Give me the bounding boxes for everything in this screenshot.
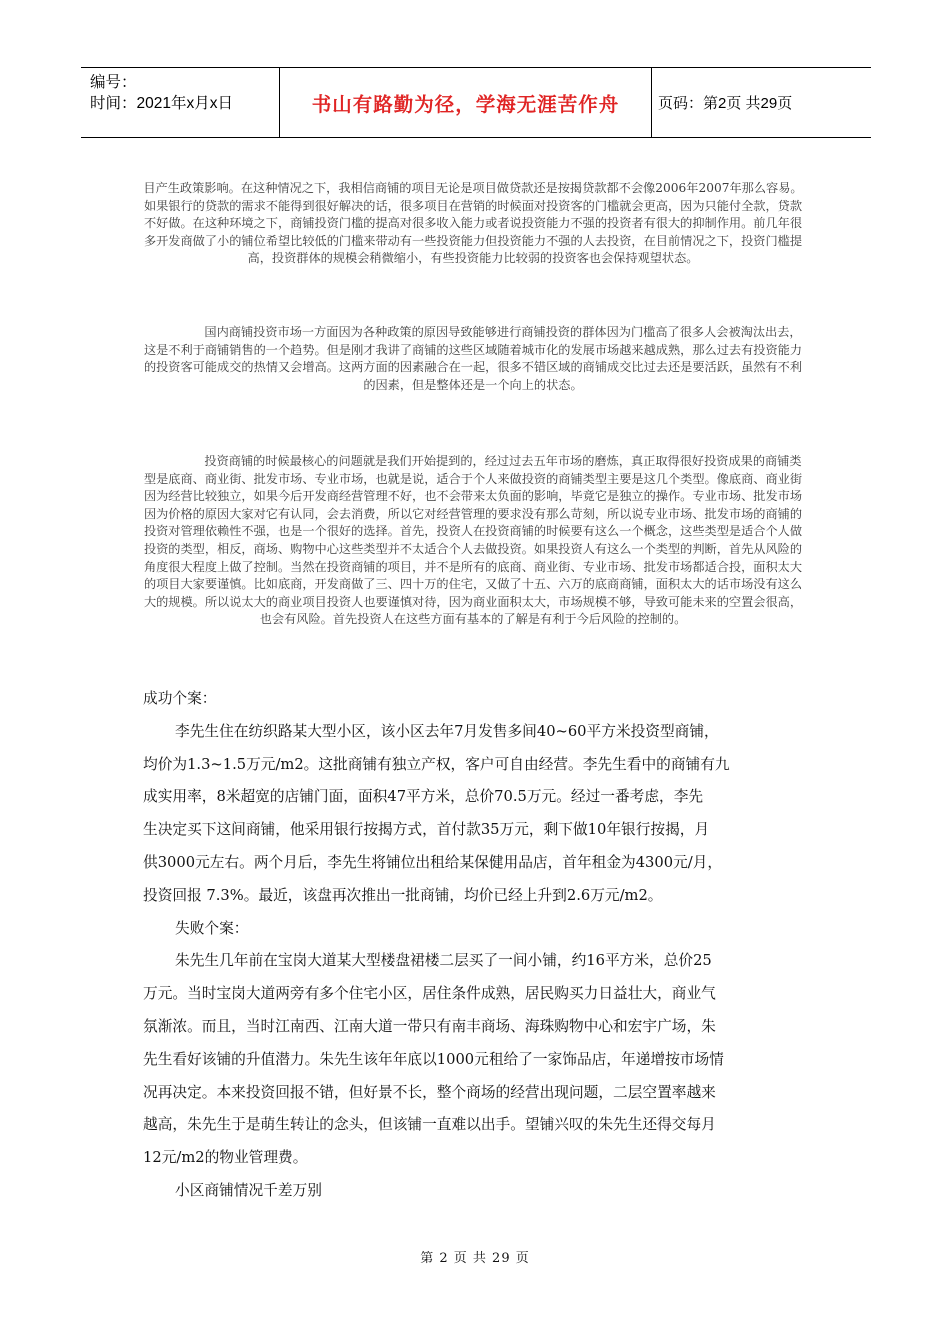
body-line: 氛渐浓。而且，当时江南西、江南大道一带只有南丰商场、海珠购物中心和宏宇广场，朱 [143, 1017, 716, 1035]
body-line: 朱先生几年前在宝岗大道某大型楼盘裙楼二层买了一间小铺，约16平方米，总价25 [175, 952, 712, 970]
gray-paragraph-3 [143, 453, 803, 629]
doc-time-label: 时间：2021年x月x日 [90, 95, 233, 112]
body-line: 均价为1.3~1.5万元/m2。这批商铺有独立产权，客户可自由经营。李先生看中的商铺有九 [143, 755, 730, 773]
body-line: 12元/m2的物业管理费。 [143, 1149, 308, 1167]
paragraph-text: 投资商铺的时候最核心的问题就是我们开始提到的，经过过去五年市场的磨炼，真正取得很好投资成果的商铺类型是底商、商业街、批发市场、专业市场，也就是说，适合于个人来做投资的商铺类型主要是这几个类型。像底商、商业街因为经营比较独立，如果今后开发商经营管理不好，也不会带来太负面的影响，毕竟它是独立的操作。专业市场、批发市场因为价格的原因大家对它有认同，会去消费，所以它对经营管理的要求没有那么苛刻，所以说专业市场、批发市场的商铺的投资对管理依赖性不强，也是一个很好的选择。首先，投资人在投资商铺的时候要有这么一个概念，这些类型是适合个人做投资的类型，相反，商场、购物中心这些类型并不太适合个人去做投资。如果投资人有这么一个类型的判断，首先从风险的角度很大程度上做了控制。当然在投资商铺的项目，并不是所有的底商、商业街、专业市场、批发市场都适合投，面积太大的项目大家要谨慎。比如底商，开发商做了三、四十万的住宅，又做了十五、六万的底商商铺，面积太大的话市场没有这么大的规模。所以说太大的商业项目投资人也要谨慎对待，因为商业面积太大，市场规模不够，导致可能未来的空置会很高，也会有风险。首先投资人在这些方面有基本的了解是有利于今后风险的控制的。 [143, 454, 803, 627]
case-study-section [143, 683, 808, 1208]
body-line: 况再决定。本来投资回报不错，但好景不长，整个商场的经营出现问题，二层空置率越来 [143, 1083, 716, 1101]
section-heading: 失败个案： [175, 919, 249, 937]
header-info-cell [81, 68, 280, 137]
section-heading: 成功个案： [143, 690, 217, 707]
footer-page-number: 第 2 页 共 29 页 [420, 1251, 530, 1266]
body-line: 投资回报 7.3%。最近，该盘再次推出一批商铺，均价已经上升到2.6万元/m2。 [143, 886, 663, 904]
paragraph-text: 国内商铺投资市场一方面因为各种政策的原因导致能够进行商铺投资的群体因为门槛高了很多人会被淘汰出去，这是不利于商铺销售的一个趋势。但是刚才我讲了商铺的这些区域随着城市化的发展市场越来越成熟，那么过去有投资能力的投资客可能成交的热情又会增高。这两方面的因素融合在一起，很多不错区域的商铺成交比过去还是要活跃，虽然有不利的因素，但是整体还是一个向上的状态。 [143, 325, 803, 392]
header-page-cell [652, 68, 871, 137]
gray-paragraph-1 [143, 180, 803, 268]
gray-paragraph-2 [143, 324, 803, 394]
motto-text: 书山有路勤为径，学海无涯苦作舟 [311, 92, 620, 116]
header-table [81, 67, 871, 138]
body-line: 供3000元左右。两个月后，李先生将铺位出租给某保健用品店，首年租金为4300元/月， [143, 853, 723, 871]
page-footer [0, 1247, 950, 1266]
body-line: 先生看好该铺的升值潜力。朱先生该年年底以1000元租给了一家饰品店，年递增按市场情 [143, 1050, 724, 1068]
doc-number-label: 编号： [90, 74, 137, 91]
header-motto-cell [280, 68, 652, 137]
paragraph-text: 目产生政策影响。在这种情况之下，我相信商铺的项目无论是项目做贷款还是按揭贷款都不会像2006年2007年那么容易。如果银行的贷款的需求不能得到很好解决的话，很多项目在营销的时候面对投资客的门槛就会更高，因为只能付全款，贷款不好做。在这种环境之下，商铺投资门槛的提高对很多收入能力或者说投资能力不强的投资者有很大的抑制作用。前几年很多开发商做了小的铺位希望比较低的门槛来带动有一些投资能力但投资能力不强的人去投资，在目前情况之下，投资门槛提高，投资群体的规模会稍微缩小，有些投资能力比较弱的投资客也会保持观望状态。 [143, 181, 803, 266]
section-heading: 小区商铺情况千差万别 [175, 1181, 322, 1199]
body-line: 李先生住在纺织路某大型小区，该小区去年7月发售多间40~60平方米投资型商铺， [175, 722, 719, 740]
body-line: 越高，朱先生于是萌生转让的念头，但该铺一直难以出手。望铺兴叹的朱先生还得交每月 [143, 1116, 716, 1134]
body-line: 生决定买下这间商铺，他采用银行按揭方式，首付款35万元，剩下做10年银行按揭，月 [143, 821, 710, 839]
body-line: 成实用率，8米超宽的店铺门面，面积47平方米，总价70.5万元。经过一番考虑，李先 [143, 788, 704, 806]
page-number-label: 页码：第2页 共29页 [658, 95, 793, 112]
body-line: 万元。当时宝岗大道两旁有多个住宅小区，居住条件成熟，居民购买力日益壮大，商业气 [143, 985, 716, 1003]
